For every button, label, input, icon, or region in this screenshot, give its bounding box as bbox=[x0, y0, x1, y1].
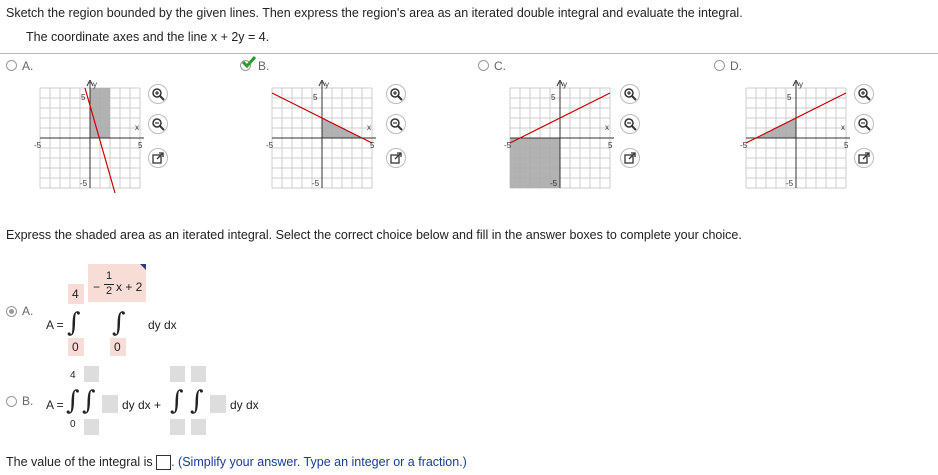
integral-sign: ∫ bbox=[190, 386, 204, 416]
integral-sign: ∫ bbox=[82, 386, 96, 416]
integral-sign: ∫ bbox=[67, 308, 81, 338]
x-axis-label: x bbox=[367, 123, 371, 132]
tick-label-x5: 5 bbox=[138, 141, 143, 150]
zoom-in-icon[interactable] bbox=[148, 84, 168, 104]
integrand-box-2[interactable] bbox=[210, 395, 226, 413]
inner-upper-numerator: 1 bbox=[106, 270, 113, 282]
tick-label-xneg5: -5 bbox=[266, 141, 274, 150]
integral-sign: ∫ bbox=[66, 386, 80, 416]
tick-label-x5: 5 bbox=[844, 141, 849, 150]
choice-b-label: B. bbox=[22, 394, 34, 408]
zoom-in-icon[interactable] bbox=[386, 84, 406, 104]
inner-upper-box-1[interactable] bbox=[84, 366, 99, 382]
tick-label-xneg5: -5 bbox=[740, 141, 748, 150]
option-label: C. bbox=[494, 59, 506, 73]
choice-b-outer-lower: 0 bbox=[70, 419, 76, 430]
zoom-out-icon-glyph bbox=[857, 117, 871, 131]
graph-b bbox=[262, 80, 382, 195]
y-axis-label: y bbox=[799, 80, 803, 89]
choice-a-label: A. bbox=[22, 304, 34, 318]
outer-lower-limit: 0 bbox=[72, 340, 79, 354]
choice-a-lhs: A = bbox=[46, 318, 64, 332]
tick-label-x5: 5 bbox=[370, 141, 375, 150]
zoom-out-icon[interactable] bbox=[620, 114, 640, 134]
zoom-out-icon[interactable] bbox=[854, 114, 874, 134]
y-axis-label: y bbox=[325, 80, 329, 89]
inner-lower-limit: 0 bbox=[114, 340, 121, 354]
zoom-out-icon-glyph bbox=[389, 117, 403, 131]
choice-b-outer-upper: 4 bbox=[70, 370, 76, 381]
radio-integral-b[interactable] bbox=[6, 396, 17, 407]
zoom-out-icon-glyph bbox=[623, 117, 637, 131]
box-corner-icon bbox=[140, 264, 146, 270]
tick-label-yneg5: -5 bbox=[550, 179, 558, 188]
popout-icon[interactable] bbox=[148, 148, 168, 168]
tick-label-yneg5: -5 bbox=[80, 179, 88, 188]
popout-icon[interactable] bbox=[854, 148, 874, 168]
popout-icon[interactable] bbox=[620, 148, 640, 168]
tick-label-y5: 5 bbox=[313, 93, 318, 102]
zoom-in-icon[interactable] bbox=[620, 84, 640, 104]
graph-a bbox=[30, 80, 150, 195]
option-label: B. bbox=[258, 59, 270, 73]
checkmark-icon bbox=[242, 56, 256, 68]
y-axis-label: y bbox=[93, 80, 97, 89]
choice-b-lhs: A = bbox=[46, 398, 64, 412]
popout-icon-glyph bbox=[623, 151, 637, 165]
integral-sign: ∫ bbox=[112, 308, 126, 338]
inner-lower-box-2[interactable] bbox=[191, 419, 206, 435]
x-axis-label: x bbox=[135, 123, 139, 132]
final-suffix: . (Simplify your answer. Type an integer or a fraction.) bbox=[171, 455, 467, 469]
inner-upper-denominator: 2 bbox=[106, 285, 113, 297]
radio-c[interactable] bbox=[478, 60, 489, 71]
divider bbox=[0, 53, 938, 54]
popout-icon[interactable] bbox=[386, 148, 406, 168]
inner-upper-rest: x + 2 bbox=[116, 280, 143, 294]
integral-sign: ∫ bbox=[170, 386, 184, 416]
tick-label-y5: 5 bbox=[81, 93, 86, 102]
option-label: A. bbox=[22, 59, 34, 73]
popout-icon-glyph bbox=[857, 151, 871, 165]
tick-label-y5: 5 bbox=[551, 93, 556, 102]
zoom-in-icon-glyph bbox=[389, 87, 403, 101]
tick-label-y5: 5 bbox=[787, 93, 792, 102]
outer-lower-box-2[interactable] bbox=[170, 419, 185, 435]
zoom-out-icon[interactable] bbox=[148, 114, 168, 134]
zoom-in-icon[interactable] bbox=[854, 84, 874, 104]
integral-value-input[interactable] bbox=[156, 455, 171, 470]
tick-label-yneg5: -5 bbox=[786, 179, 794, 188]
graph-c bbox=[500, 80, 620, 195]
x-axis-label: x bbox=[605, 123, 609, 132]
zoom-in-icon-glyph bbox=[623, 87, 637, 101]
zoom-in-icon-glyph bbox=[151, 87, 165, 101]
final-answer-row bbox=[6, 455, 467, 470]
final-prefix: The value of the integral is bbox=[6, 455, 153, 469]
zoom-out-icon[interactable] bbox=[386, 114, 406, 134]
popout-icon-glyph bbox=[389, 151, 403, 165]
shaded-region bbox=[90, 88, 110, 138]
question-prompt: Sketch the region bounded by the given lines. Then express the region's area as an iterated double integral and evaluate the integral. bbox=[6, 6, 743, 20]
inner-upper-box-2[interactable] bbox=[191, 366, 206, 382]
x-axis-label: x bbox=[841, 123, 845, 132]
popout-icon-glyph bbox=[151, 151, 165, 165]
choice-a-differential: dy dx bbox=[148, 318, 177, 332]
tick-label-yneg5: -5 bbox=[312, 179, 320, 188]
tick-label-x5: 5 bbox=[608, 141, 613, 150]
graph-d bbox=[736, 80, 856, 195]
choice-b-differential-1: dy dx + bbox=[122, 398, 162, 412]
inner-upper-sign: − bbox=[93, 280, 101, 294]
choice-b-differential-2: dy dx bbox=[230, 398, 259, 412]
question-given: The coordinate axes and the line x + 2y = 4. bbox=[26, 30, 270, 44]
y-axis-label: y bbox=[563, 80, 567, 89]
option-label: D. bbox=[730, 59, 742, 73]
outer-upper-box-2[interactable] bbox=[170, 366, 185, 382]
radio-integral-a[interactable] bbox=[6, 306, 17, 317]
inner-lower-box-1[interactable] bbox=[84, 419, 99, 435]
radio-d[interactable] bbox=[714, 60, 725, 71]
tick-label-xneg5: -5 bbox=[34, 141, 42, 150]
zoom-out-icon-glyph bbox=[151, 117, 165, 131]
tick-label-xneg5: -5 bbox=[504, 141, 512, 150]
part2-instruction: Express the shaded area as an iterated integral. Select the correct choice below and fill in the answer boxes to complete your choice. bbox=[6, 228, 742, 242]
outer-upper-limit: 4 bbox=[72, 287, 79, 301]
zoom-in-icon-glyph bbox=[857, 87, 871, 101]
integrand-box-1[interactable] bbox=[102, 395, 118, 413]
radio-a[interactable] bbox=[6, 60, 17, 71]
